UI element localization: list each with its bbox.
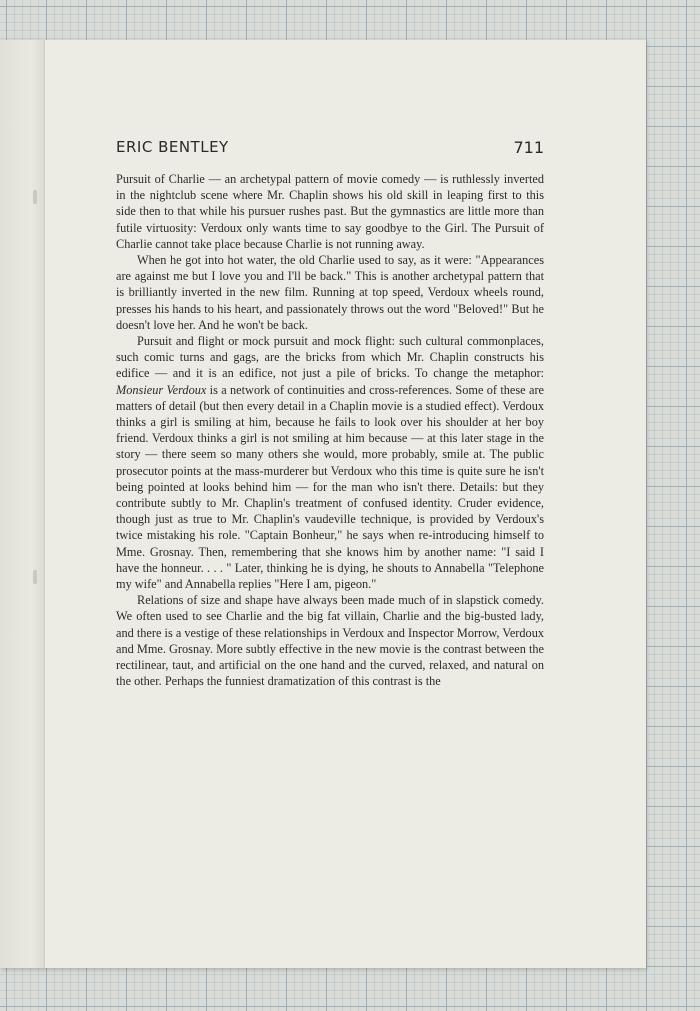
fold-mark (33, 190, 37, 204)
paragraph-text: Pursuit and flight or mock pursuit and mock flight: such cultural commonplaces, such comic turns and gags, are the bricks from which Mr. Chaplin constructs his edifice — and it is an edifice, not just a pile of bricks. To change the metaphor: (116, 334, 544, 381)
paragraph-text: Pursuit of Charlie — an archetypal pattern of movie comedy — is ruthlessly inverted in the nightclub scene where Mr. Chaplin shows his old skill in leaping first to this side then to that while his pursuer rushes past. But the gymnastics are little more than futile virtuosity: Verdoux only wants time to say goodbye to the Girl. The Pursuit of Charlie cannot take place because Charlie is not running away. (116, 172, 544, 251)
running-header (116, 138, 544, 162)
paragraph (116, 592, 544, 689)
page-fold (0, 40, 45, 968)
paragraph-text: is a network of continuities and cross-references. Some of these are matters of detail (but then every detail in a Chaplin movie is a studied effect). Verdoux thinks a girl is smiling at him, because he fails to look over his shoulder at her boy friend. Verdoux thinks a girl is not smiling at him because — at this later stage in the story — there seem so many others she would, more probably, smile at. The public prosecutor points at the mass-murderer but Verdoux who this time is quite sure he isn't being pointed at looks behind him — for the man who isn't there. Details: but they contribute subtly to Mr. Chaplin's treatment of confused identity. Cruder evidence, though just as true to Mr. Chaplin's vaudeville technique, is provided by Verdoux's twice mistaking his role. "Captain Bonheur," he says when re-introducing himself to Mme. Grosnay. Then, remembering that she knows him by another name: "I said I have the honneur. . . . " Later, thinking he is dying, he shouts to Annabella "Telephone my wife" and Annabella replies "Here I am, pigeon." (116, 382, 544, 592)
page-number: 711 (513, 138, 544, 157)
running-head-author: ERIC BENTLEY (116, 138, 229, 156)
paragraph-text: When he got into hot water, the old Charlie used to say, as it were: "Appearances are against me but I love you and I'll be back." This is another archetypal pattern that is brilliantly inverted in the new film. Running at top speed, Verdoux wheels round, presses his hands to his heart, and passionately throws out the word "Beloved!" But he doesn't love her. And he won't be back. (116, 253, 544, 332)
italic-title: Monsieur Verdoux (116, 382, 207, 397)
paragraph (116, 333, 544, 592)
fold-mark (33, 570, 37, 584)
body-text (116, 171, 544, 690)
paragraph (116, 171, 544, 252)
paragraph (116, 252, 544, 333)
paragraph-text: Relations of size and shape have always been made much of in slapstick comedy. We often used to see Charlie and the big fat villain, Charlie and the big-busted lady, and there is a vestige of these relationships in Verdoux and Inspector Morrow, Verdoux and Mme. Grosnay. More subtly effective in the new movie is the contrast between the rectilinear, taut, and artificial on the one hand and the curved, relaxed, and natural on the other. Perhaps the funniest dramatization of this contrast is the (116, 593, 544, 689)
